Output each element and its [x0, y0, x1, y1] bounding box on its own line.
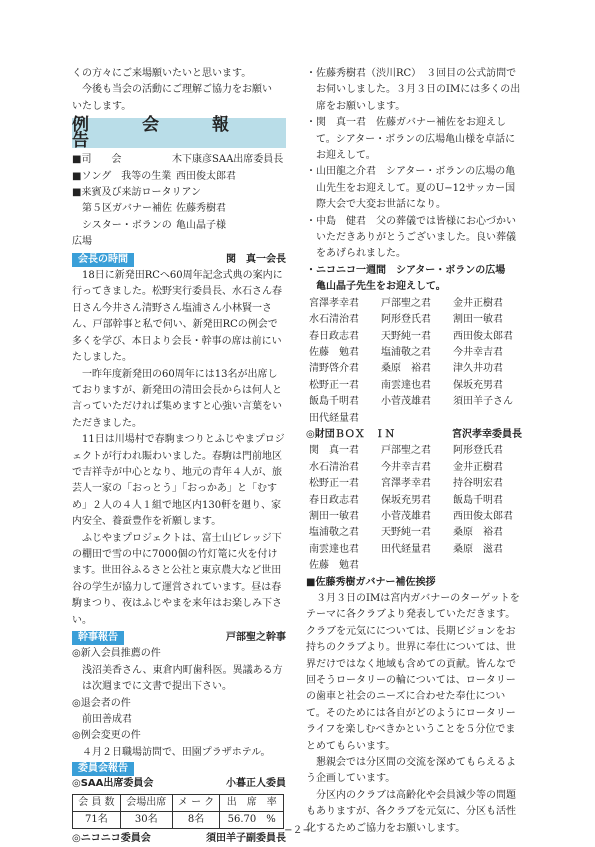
box-names-grid: [306, 443, 522, 574]
member-name: 松野正一君: [309, 379, 359, 391]
president-paragraph-2: 一昨年度新発田の60周年には13名が出席しておりますが、新発田の清田会長からは何人と言っていただければ集めますと心強い言葉をいただきました。: [72, 368, 282, 429]
president-paragraph-4: ふじやまプロジェクトは、富士山ビレッジ下の棚田で雪の中に7000個の竹灯篭に火を付けます。世田谷ふるさと公社と東京農大など世田谷の学生が協力して運営されています。昼は春駒まつり、夜はふじやまを来年はお楽しみ下さい。: [72, 532, 282, 626]
nico-names-grid: [306, 296, 522, 427]
member-name: 水石清治君: [309, 461, 359, 473]
attendance-value-cell: 56.70 %: [220, 811, 284, 828]
member-name: 佐藤 勉君: [309, 346, 359, 358]
governor-greeting-title: ■佐藤秀樹ガバナー補佐挨拶: [306, 576, 436, 588]
nico-committee-title: ◎ニコニコ委員会: [72, 832, 151, 844]
member-name: 天野純一君: [381, 527, 431, 539]
member-name: 保坂充男君: [453, 379, 503, 391]
foundation-box-title: ◎財団ＢＯＸ ＩＮ: [306, 428, 395, 440]
program-row-chair: ■司 会 木下康彦SAA出席委員長: [72, 154, 284, 166]
member-name: 割田一敏君: [309, 510, 359, 522]
member-name: 松野正一君: [309, 478, 359, 490]
committee-tag: 委員会報告: [72, 762, 134, 776]
member-name: 水石清治君: [309, 314, 359, 326]
secretary-item-2: ◎退会者の件: [72, 697, 131, 709]
intro-line-1: くの方々にご来場願いたいと思います。: [72, 68, 252, 79]
member-name: 天野純一君: [381, 330, 431, 342]
member-name: 塩浦敬之君: [381, 346, 431, 358]
member-name: [453, 558, 525, 574]
member-name: 西田俊太郎君: [453, 510, 513, 522]
member-name: 金井正樹君: [453, 461, 503, 473]
member-name: 西田俊太郎君: [453, 330, 513, 342]
foundation-box-header: [306, 427, 522, 443]
member-name: 宮澤孝幸君: [381, 478, 431, 490]
member-name: 阿形登氏君: [453, 445, 503, 457]
president-header: [72, 252, 286, 268]
member-name: [453, 411, 525, 427]
secretary-tag: 幹事報告: [72, 631, 124, 645]
member-name: 桑原 裕君: [453, 527, 503, 539]
member-name: 戸部聖之君: [381, 297, 431, 309]
member-name: 春日政志君: [309, 330, 359, 342]
member-name: 保坂充男君: [381, 494, 431, 506]
nico-item: ・関 真一君 佐藤ガバナー補佐をお迎えして。シアター・ボランの広場亀山様を卓話にお迎えして。: [306, 117, 516, 162]
member-name: 今井幸吉君: [453, 346, 503, 358]
member-name: 南雲達也君: [309, 543, 359, 555]
committee-header: [72, 762, 286, 776]
secretary-item-2-detail: 前田善成君: [82, 714, 132, 726]
member-name: 桑原 裕君: [381, 363, 431, 375]
member-name: 持谷明宏君: [453, 478, 503, 490]
nico-committee-byline: 須田羊子副委員長: [206, 832, 286, 844]
member-name: 小菅茂雄君: [381, 510, 431, 522]
governor-paragraph-3: 分区内のクラブは高齢化や会員減少等の問題もありますが、各クラブを元気に、分区も活性化するためご協力をお願いします。: [306, 789, 516, 834]
intro-line-3: いたします。: [72, 100, 132, 112]
member-name: 津久井功君: [453, 363, 503, 375]
member-name: 関 真一君: [309, 445, 359, 457]
attendance-value-cell: 8名: [172, 811, 220, 828]
attendance-header-cell: メ ー ク: [172, 794, 220, 811]
attendance-header-row: [73, 794, 284, 811]
member-name: [381, 411, 453, 427]
page-number: −２−: [284, 825, 311, 836]
member-name: 清野啓介君: [309, 363, 359, 375]
member-name: [381, 558, 453, 574]
secretary-item-3-detail: ４月２日職場訪問で、田園プラザホテル。: [82, 746, 271, 758]
member-name: 阿形登氏君: [381, 314, 431, 326]
member-name: 佐藤 勉君: [309, 560, 359, 572]
program-row-guest-2: シスター・ボランの広場 亀山晶子様: [72, 219, 226, 248]
saa-byline: 小暮正人委員: [226, 778, 286, 790]
foundation-box-byline: 宮沢孝幸委員長: [452, 428, 522, 440]
governor-paragraph-1: ３月３日のIMは宮内ガバナーのターゲットをテーマに各クラブより発表していただきます。クラブを元気にについては、長期ビジョンをお持ちのクラブより。世界に奉仕については、世界だけではなく地域も含めての貢献。皆んなで回そうロータリーの輪については、ロータリーの歯車と社会のニーズに合わせた奉仕について。そのためには各自がどのようにロータリーライフを楽しむべきかということを５分位でまとめてもらいます。: [306, 593, 520, 752]
president-paragraph-3: 11日は川場村で春駒まつりとふじやまプロジェクトが行われ賑わいました。春駒は門前地区で吉祥寺が中心となり、地元の青年４人が、旅芸人一家の「おっとう」「おっかあ」と「むすめ」２人の４人１組で地区内130軒を廻り、家内安全、養蚕豊作を祈願します。: [72, 434, 285, 528]
section-band-title: 例 会 報 告: [72, 118, 286, 148]
secretary-header: [72, 630, 286, 646]
member-name: 春日政志君: [309, 494, 359, 506]
nico-week-subtitle: 亀山晶子先生をお迎えして。: [316, 281, 446, 293]
member-name: 戸部聖之君: [381, 445, 431, 457]
member-name: 桑原 滋君: [453, 543, 503, 555]
member-name: 小菅茂雄君: [381, 396, 431, 408]
member-name: 南雲達也君: [381, 379, 431, 391]
member-name: 宮澤孝幸君: [309, 297, 359, 309]
right-column: [306, 66, 522, 837]
intro-line-2: 今後も当会の活動にご理解ご協力をお願い: [82, 84, 272, 96]
nico-item: ・山田龍之介君 シアター・ボランの広場の亀山先生をお迎えして。夏のU−12サッカー国際大会で大変お世話になり。: [306, 166, 516, 211]
program-row-guest-1: 第５区ガバナー補佐 佐藤秀樹君: [72, 203, 226, 215]
nico-item: ・中島 健君 父の葬儀では皆様にお心づかいいただきありがとうございました。良い葬儀をあげられました。: [306, 215, 516, 260]
member-name: 須田羊子さん: [453, 396, 513, 408]
member-name: 割田一敏君: [453, 314, 503, 326]
president-paragraph-1: 18日に新発田RCへ60周年記念式典の案内に行ってきました。松野実行委員長、水石さん春日さん今井さん清野さん塩浦さん小林賢一さん、戸部幹事と私で伺い、新発田RCの例会で多くを学び、本日より会長・幹事の席は前にいたしました。: [72, 270, 283, 364]
nico-week-title: ・ニコニコ一週間 シアター・ボランの広場: [306, 264, 506, 276]
secretary-byline: 戸部聖之幹事: [226, 632, 286, 643]
attendance-value-cell: 30名: [120, 811, 172, 828]
attendance-header-cell: 出 席 率: [220, 794, 284, 811]
governor-paragraph-2: 懇親会では分区間の交流を深めてもらえるよう企画しています。: [306, 757, 516, 785]
member-name: 今井幸吉君: [381, 461, 431, 473]
program-row-song: ■ソング 我等の生業 西田俊太郎君: [72, 170, 236, 182]
president-byline: 関 真一会長: [226, 253, 286, 265]
secretary-item-1: ◎新入会員推薦の件: [72, 648, 161, 660]
attendance-header-cell: 会 員 数: [73, 794, 121, 811]
saa-title: ◎SAA出席委員会: [72, 778, 154, 790]
program-row-guests: ■来賓及び来訪ロータリアン: [72, 187, 202, 199]
left-column: [72, 66, 286, 847]
member-name: 飯島千明君: [453, 494, 503, 506]
member-name: 田代経量君: [381, 543, 431, 555]
attendance-header-cell: 会場出席: [120, 794, 172, 811]
secretary-item-3: ◎例会変更の件: [72, 730, 141, 742]
member-name: 金井正樹君: [453, 297, 503, 309]
attendance-value-cell: 71名: [73, 811, 121, 828]
saa-header: [72, 776, 286, 792]
member-name: 飯島千明君: [309, 396, 359, 408]
president-tag: 会長の時間: [72, 253, 134, 267]
member-name: 田代経量君: [309, 412, 359, 424]
secretary-item-1-detail: 浅沼美香さん、東倉内町歯科医。異議ある方は次週までに文書で提出下さい。: [82, 664, 283, 693]
nico-item: ・佐藤秀樹君（渋川RC） ３回目の公式訪問でお伺いしました。３月３日のIMには多くの出席をお願いします。: [306, 68, 521, 112]
member-name: 塩浦敬之君: [309, 527, 359, 539]
